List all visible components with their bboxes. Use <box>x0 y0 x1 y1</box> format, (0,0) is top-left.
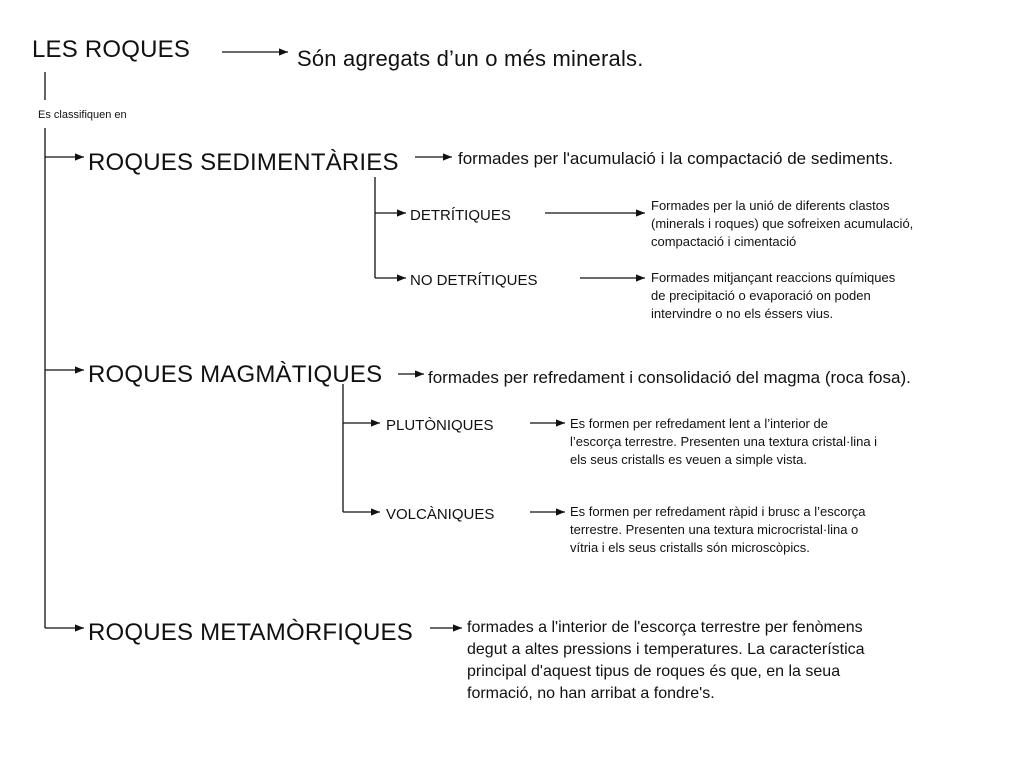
volcaniques-line: terrestre. Presenten una textura microcristal·lina o <box>570 522 859 537</box>
classify-label: Es classifiquen en <box>38 109 127 121</box>
nodetritiques-line: intervindre o no els éssers vius. <box>651 306 834 321</box>
plutoniques-description <box>570 415 877 469</box>
plutoniques-line: l’escorça terrestre. Presenten una textura cristal·lina i <box>570 434 878 449</box>
sedimentaries-title: ROQUES SEDIMENTÀRIES <box>88 149 399 176</box>
metamorfiques-line: degut a altes pressions i temperatures. La característica <box>467 641 865 658</box>
nodetritiques-label: NO DETRÍTIQUES <box>410 272 538 289</box>
volcaniques-line: Es formen per refredament ràpid i brusc a l’escorça <box>570 504 866 519</box>
metamorfiques-line: formació, no han arribat a fondre's. <box>467 685 715 702</box>
nodetritiques-line: Formades mitjançant reaccions químiques <box>651 270 896 285</box>
detritiques-line: (minerals i roques) que sofreixen acumulació, <box>651 216 914 231</box>
detritiques-line: compactació i cimentació <box>651 234 797 249</box>
metamorfiques-description <box>467 617 865 705</box>
metamorfiques-line: formades a l'interior de l'escorça terrestre per fenòmens <box>467 619 863 636</box>
volcaniques-label: VOLCÀNIQUES <box>386 506 495 523</box>
sedimentaries-definition: formades per l'acumulació i la compactació de sediments. <box>458 149 894 168</box>
root-definition: Són agregats d’un o més minerals. <box>297 46 644 71</box>
nodetritiques-description <box>651 269 895 323</box>
root-title: LES ROQUES <box>32 36 191 63</box>
plutoniques-label: PLUTÒNIQUES <box>386 417 494 434</box>
detritiques-description <box>651 197 913 251</box>
metamorfiques-line: principal d'aquest tipus de roques és que, en la seua <box>467 663 841 680</box>
plutoniques-line: Es formen per refredament lent a l’interior de <box>570 416 828 431</box>
volcaniques-description <box>570 503 866 557</box>
magmatiques-definition: formades per refredament i consolidació del magma (roca fosa). <box>428 368 911 387</box>
detritiques-line: Formades per la unió de diferents clastos <box>651 198 890 213</box>
magmatiques-title: ROQUES MAGMÀTIQUES <box>88 361 383 388</box>
nodetritiques-line: de precipitació o evaporació on poden <box>651 288 871 303</box>
metamorfiques-title: ROQUES METAMÒRFIQUES <box>88 619 413 646</box>
detritiques-label: DETRÍTIQUES <box>410 207 511 224</box>
plutoniques-line: els seus cristalls es veuen a simple vista. <box>570 452 807 467</box>
volcaniques-line: vítria i els seus cristalls són microscòpics. <box>570 540 810 555</box>
